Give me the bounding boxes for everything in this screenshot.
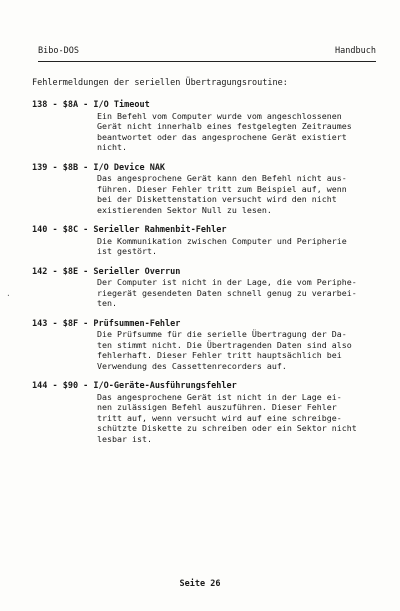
- description-line: ten.: [97, 298, 117, 308]
- description-line: fehlerhaft. Dieser Fehler tritt hauptsächlich bei: [97, 350, 342, 360]
- description-line: ist gestört.: [97, 246, 157, 256]
- header-rule: [38, 61, 376, 62]
- header-section: Handbuch: [335, 46, 376, 56]
- description-line: Das angesprochene Gerät kann den Befehl nicht aus-: [97, 173, 347, 183]
- error-entry-140: [32, 225, 380, 257]
- description-line: lesbar ist.: [97, 433, 152, 444]
- description-line: ten stimmt nicht. Die Übertragenden Daten sind also: [97, 339, 352, 350]
- description-line: riegerät gesendeten Daten schnell genug zu verarbei-: [97, 287, 357, 298]
- description-line: schützte Diskette zu schreiben oder ein Sektor nicht: [97, 423, 357, 433]
- error-description: [97, 111, 380, 153]
- error-list: [32, 100, 380, 454]
- description-line: Die Kommunikation zwischen Computer und Peripherie: [97, 235, 347, 246]
- error-entry-143: [32, 319, 380, 372]
- description-line: Das angesprochene Gerät ist nicht in der Lage ei-: [97, 391, 342, 402]
- error-description: [97, 329, 380, 371]
- description-line: Die Prüfsumme für die serielle Übertragung der Da-: [97, 329, 347, 339]
- error-title: 138 - $8A - I/O Timeout: [32, 100, 150, 110]
- description-line: Ein Befehl vom Computer wurde vom angeschlossenen: [97, 110, 342, 121]
- error-description: [97, 173, 380, 215]
- page-number: Seite 26: [179, 579, 221, 589]
- margin-mark: ·: [6, 291, 11, 300]
- error-description: [97, 277, 380, 309]
- section-heading: Fehlermeldungen der seriellen Übertragungsroutine:: [32, 78, 288, 88]
- page-header: [38, 44, 376, 58]
- error-entry-142: [32, 267, 380, 309]
- error-entry-138: [32, 100, 380, 153]
- description-line: Gerät nicht innerhalb eines festgelegten Zeitraumes: [97, 121, 352, 131]
- description-line: existierenden Sektor Null zu lesen.: [97, 204, 272, 215]
- error-description: [97, 236, 380, 257]
- error-title: 143 - $8F - Prüfsummen-Fehler: [32, 318, 181, 329]
- description-line: Verwendung des Cassettenrecorders auf.: [97, 360, 287, 371]
- error-title: 144 - $90 - I/O-Geräte-Ausführungsfehler: [32, 381, 237, 391]
- error-title: 139 - $8B - I/O Device NAK: [32, 162, 166, 173]
- error-title: 140 - $8C - Serieller Rahmenbit-Fehler: [32, 225, 227, 235]
- error-entry-139: [32, 163, 380, 216]
- error-description: [97, 392, 380, 445]
- description-line: tritt auf, wenn versucht wird auf eine schreibge-: [97, 412, 342, 423]
- error-entry-144: [32, 381, 380, 444]
- description-line: nicht.: [97, 142, 127, 152]
- description-line: nen zulässigen Befehl auszuführen. Dieser Fehler: [97, 402, 337, 412]
- header-title: Bibo-DOS: [38, 46, 79, 56]
- description-line: Der Computer ist nicht in der Lage, die vom Periphe-: [97, 277, 357, 287]
- description-line: beantwortet oder das angesprochene Gerät existiert: [97, 131, 347, 142]
- description-line: führen. Dieser Fehler tritt zum Beispiel auf, wenn: [97, 183, 347, 194]
- error-title: 142 - $8E - Serieller Overrun: [32, 266, 181, 277]
- description-line: bei der Diskettenstation versucht wird den nicht: [97, 194, 337, 204]
